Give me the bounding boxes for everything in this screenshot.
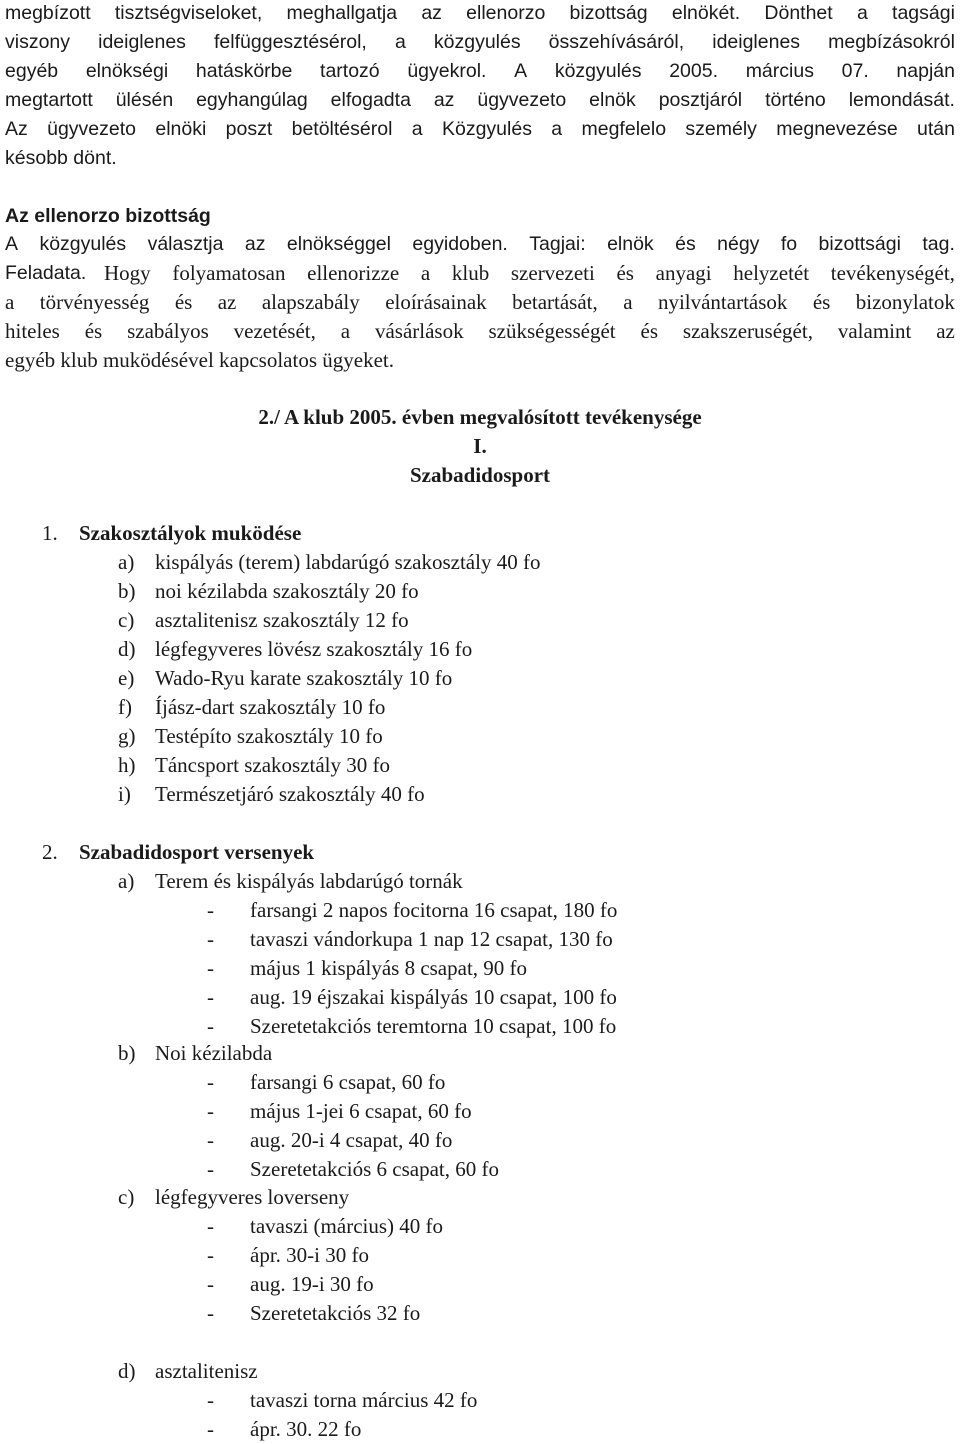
word: elnök xyxy=(589,89,636,111)
word: Az xyxy=(5,118,28,140)
entry-text: Szeretetakciós 32 fo xyxy=(250,1301,421,1325)
intro-line xyxy=(5,33,955,53)
competition-group xyxy=(118,871,463,892)
entry-dash: - xyxy=(207,1099,214,1123)
entry-text: május 1-jei 6 csapat, 60 fo xyxy=(250,1099,472,1123)
intro-line xyxy=(5,62,955,82)
word: megbízásokról xyxy=(828,31,955,53)
word: elnökségi xyxy=(85,60,169,82)
word: a xyxy=(623,290,633,314)
word: meghallgatja xyxy=(286,2,398,24)
list-item xyxy=(118,639,472,660)
list-item-marker: d) xyxy=(118,637,136,661)
competition-entry xyxy=(207,987,617,1008)
entry-dash: - xyxy=(207,1272,214,1296)
word: elnök xyxy=(607,233,654,255)
word: egyhangúlag xyxy=(196,89,308,111)
word: az xyxy=(421,2,442,24)
word: a xyxy=(411,118,423,140)
entry-text: tavaszi torna március 42 fo xyxy=(250,1388,478,1412)
word: helyzetét xyxy=(733,261,810,285)
entry-dash: - xyxy=(207,1128,214,1152)
part1-title: Szakosztályok muködése xyxy=(79,521,302,545)
committee-line xyxy=(104,263,955,284)
word: A xyxy=(5,233,19,255)
word: közgyulés xyxy=(433,31,521,53)
word: betartását, xyxy=(512,290,598,314)
word: és xyxy=(812,290,831,314)
list-item xyxy=(118,552,540,573)
intro-line xyxy=(5,4,955,24)
word: Dönthet xyxy=(764,2,833,24)
section-roman: I. xyxy=(473,434,487,458)
group-marker: c) xyxy=(118,1185,135,1209)
group-marker: a) xyxy=(118,869,135,893)
list-item-marker: h) xyxy=(118,753,136,777)
word: alapszabály xyxy=(261,290,360,314)
intro-line xyxy=(5,120,955,140)
competition-entry xyxy=(207,1245,369,1266)
word: a xyxy=(551,118,563,140)
word: megtartott xyxy=(5,89,93,111)
section-subtitle: Szabadidosport xyxy=(409,463,551,487)
word: ügyvezeto xyxy=(47,118,137,140)
list-item-marker: f) xyxy=(118,695,132,719)
entry-text: ápr. 30. 22 fo xyxy=(250,1417,362,1441)
word: a xyxy=(856,2,868,24)
group-marker: b) xyxy=(118,1041,136,1065)
intro-line xyxy=(5,91,955,111)
word: elnöki xyxy=(155,118,207,140)
word: négy xyxy=(717,233,760,255)
entry-text: Szeretetakciós 6 csapat, 60 fo xyxy=(250,1157,499,1181)
competition-entry xyxy=(207,1390,477,1411)
intro-line-text xyxy=(5,120,955,140)
list-item-text: asztalitenisz szakosztály 12 fo xyxy=(155,608,409,632)
word: megnevezése xyxy=(776,118,898,140)
word: megbízott xyxy=(5,2,91,24)
word: történo xyxy=(765,89,826,111)
competition-entry xyxy=(207,958,527,979)
word: bizottsági xyxy=(818,233,901,255)
word: az xyxy=(433,89,455,111)
word: és xyxy=(84,319,103,343)
word: tisztségviseloket, xyxy=(114,2,263,24)
entry-dash: - xyxy=(207,1301,214,1325)
word: ideiglenes xyxy=(712,31,801,53)
part1-number: 1. xyxy=(42,521,58,545)
word: ügyekrol. xyxy=(407,60,487,82)
competition-group xyxy=(118,1043,272,1064)
word: nyilvántartások xyxy=(657,290,788,314)
list-item-marker: c) xyxy=(118,608,135,632)
intro-line-text xyxy=(5,62,955,82)
part1-heading xyxy=(42,523,301,544)
list-item-marker: b) xyxy=(118,579,136,603)
word: betöltésérol xyxy=(291,118,393,140)
word: és xyxy=(616,261,634,285)
part2-heading xyxy=(42,842,314,863)
committee-line-text xyxy=(5,321,955,342)
committee-feladata-label: Feladata. xyxy=(5,262,87,284)
list-item xyxy=(118,697,385,718)
group-label: Terem és kispályás labdarúgó tornák xyxy=(155,869,463,893)
word: poszt xyxy=(225,118,273,140)
entry-text: farsangi 2 napos focitorna 16 csapat, 180 fo xyxy=(250,898,618,922)
word: a xyxy=(394,31,406,53)
competition-entry xyxy=(207,929,613,950)
list-item-text: légfegyveres lövész szakosztály 16 fo xyxy=(155,637,473,661)
competition-entry xyxy=(207,900,617,921)
group-marker: d) xyxy=(118,1359,136,1383)
group-label: Noi kézilabda xyxy=(155,1041,273,1065)
word: felfüggesztésérol, xyxy=(214,31,367,53)
entry-text: ápr. 30-i 30 fo xyxy=(250,1243,369,1267)
list-item xyxy=(118,610,409,631)
section-title: 2./ A klub 2005. évben megvalósított tevékenysége xyxy=(258,405,702,429)
word: megfelelo xyxy=(581,118,667,140)
entry-dash: - xyxy=(207,1388,214,1412)
competition-entry xyxy=(207,1101,472,1122)
list-item-text: Táncsport szakosztály 30 fo xyxy=(155,753,391,777)
word: elnökséggel xyxy=(286,233,391,255)
word: Tagjai: xyxy=(529,233,586,255)
committee-line xyxy=(5,292,955,313)
word: az xyxy=(936,319,955,343)
word: klub xyxy=(451,261,490,285)
list-item xyxy=(118,668,452,689)
word: tagsági xyxy=(892,2,955,24)
word: bizottság xyxy=(569,2,648,24)
committee-line: egyéb klub muködésével kapcsolatos ügyeket. xyxy=(5,348,394,372)
committee-line-text xyxy=(104,263,955,284)
entry-text: május 1 kispályás 8 csapat, 90 fo xyxy=(250,956,528,980)
entry-dash: - xyxy=(207,1157,214,1181)
part2-number: 2. xyxy=(42,840,58,864)
entry-text: aug. 19 éjszakai kispályás 10 csapat, 100 fo xyxy=(250,985,617,1009)
word: Közgyulés xyxy=(441,118,532,140)
list-item xyxy=(118,755,390,776)
entry-text: aug. 19-i 30 fo xyxy=(250,1272,374,1296)
word: napján xyxy=(896,60,955,82)
word: A xyxy=(514,60,528,82)
competition-entry xyxy=(207,1159,499,1180)
entry-dash: - xyxy=(207,1214,214,1238)
list-item-text: kispályás (terem) labdarúgó szakosztály 40 fo xyxy=(155,550,541,574)
word: valamint xyxy=(837,319,912,343)
word: szükségességét xyxy=(488,319,616,343)
competition-entry xyxy=(207,1216,443,1237)
word: a xyxy=(5,290,15,314)
list-item xyxy=(118,726,383,747)
entry-text: tavaszi (március) 40 fo xyxy=(250,1214,444,1238)
committee-line xyxy=(5,321,955,342)
word: március xyxy=(745,60,814,82)
word: a xyxy=(340,319,351,343)
word: egyéb xyxy=(5,60,59,82)
entry-dash: - xyxy=(207,1070,214,1094)
list-item xyxy=(118,784,425,805)
word: és xyxy=(174,290,193,314)
word: vásárlások xyxy=(374,319,464,343)
intro-line: késobb dönt. xyxy=(5,147,117,169)
word: ellenorizze xyxy=(307,261,400,285)
list-item-text: Wado-Ryu karate szakosztály 10 fo xyxy=(155,666,453,690)
list-item-marker: a) xyxy=(118,550,135,574)
competition-entry xyxy=(207,1016,616,1037)
entry-dash: - xyxy=(207,1417,214,1441)
competition-group xyxy=(118,1361,258,1382)
word: választja xyxy=(147,233,224,255)
word: eloírásainak xyxy=(385,290,487,314)
list-item-marker: i) xyxy=(118,782,131,806)
competition-entry xyxy=(207,1072,445,1093)
word: ügyvezeto xyxy=(477,89,567,111)
competition-entry xyxy=(207,1303,420,1324)
word: elfogadta xyxy=(330,89,411,111)
list-item-marker: e) xyxy=(118,666,135,690)
word: ellenorzo xyxy=(466,2,546,24)
list-item-marker: g) xyxy=(118,724,136,748)
word: bizonylatok xyxy=(855,290,955,314)
list-item-text: Íjász-dart szakosztály 10 fo xyxy=(155,695,386,719)
list-item xyxy=(118,581,419,602)
list-item-text: noi kézilabda szakosztály 20 fo xyxy=(155,579,419,603)
word: viszony xyxy=(5,31,71,53)
word: fo xyxy=(780,233,798,255)
list-item-text: Testépíto szakosztály 10 fo xyxy=(155,724,383,748)
entry-dash: - xyxy=(207,1243,214,1267)
word: folyamatosan xyxy=(172,261,286,285)
word: az xyxy=(244,233,266,255)
word: tag. xyxy=(922,233,955,255)
word: az xyxy=(217,290,237,314)
part2-title: Szabadidosport versenyek xyxy=(79,840,315,864)
intro-line-text xyxy=(5,91,955,111)
word: és xyxy=(640,319,659,343)
competition-group xyxy=(118,1187,349,1208)
word: szabályos xyxy=(127,319,209,343)
word: tevékenységét, xyxy=(830,261,955,285)
word: szakszeruségét, xyxy=(682,319,813,343)
word: tartozó xyxy=(320,60,380,82)
word: személy xyxy=(685,118,757,140)
entry-dash: - xyxy=(207,1014,214,1038)
word: ideiglenes xyxy=(98,31,186,53)
word: közgyulés xyxy=(39,233,127,255)
entry-dash: - xyxy=(207,898,214,922)
word: hatáskörbe xyxy=(195,60,293,82)
word: posztjáról xyxy=(658,89,743,111)
word: szervezeti xyxy=(510,261,595,285)
entry-dash: - xyxy=(207,985,214,1009)
committee-line-text xyxy=(5,235,955,255)
entry-dash: - xyxy=(207,927,214,951)
entry-text: tavaszi vándorkupa 1 nap 12 csapat, 130 fo xyxy=(250,927,613,951)
word: anyagi xyxy=(655,261,712,285)
word: a xyxy=(420,261,431,285)
competition-entry xyxy=(207,1274,374,1295)
word: törvényesség xyxy=(39,290,150,314)
word: Hogy xyxy=(104,261,151,285)
word: vezetését, xyxy=(233,319,316,343)
committee-line xyxy=(5,235,955,255)
entry-text: farsangi 6 csapat, 60 fo xyxy=(250,1070,446,1094)
list-item-text: Természetjáró szakosztály 40 fo xyxy=(155,782,425,806)
word: összehívásáról, xyxy=(548,31,685,53)
word: lemondását. xyxy=(848,89,955,111)
group-label: asztalitenisz xyxy=(155,1359,258,1383)
word: 2005. xyxy=(669,60,719,82)
word: és xyxy=(675,233,696,255)
entry-text: Szeretetakciós teremtorna 10 csapat, 100 fo xyxy=(250,1014,617,1038)
committee-heading: Az ellenorzo bizottság xyxy=(5,205,211,227)
word: közgyulés xyxy=(554,60,642,82)
word: ülésén xyxy=(115,89,174,111)
committee-line-text xyxy=(5,292,955,313)
intro-line-text xyxy=(5,33,955,53)
word: egyidoben. xyxy=(412,233,508,255)
competition-entry xyxy=(207,1419,361,1440)
group-label: légfegyveres loverseny xyxy=(155,1185,350,1209)
word: elnökét. xyxy=(671,2,741,24)
word: után xyxy=(917,118,955,140)
competition-entry xyxy=(207,1130,452,1151)
entry-text: aug. 20-i 4 csapat, 40 fo xyxy=(250,1128,453,1152)
word: hiteles xyxy=(5,319,60,343)
word: 07. xyxy=(841,60,869,82)
entry-dash: - xyxy=(207,956,214,980)
intro-line-text xyxy=(5,4,955,24)
